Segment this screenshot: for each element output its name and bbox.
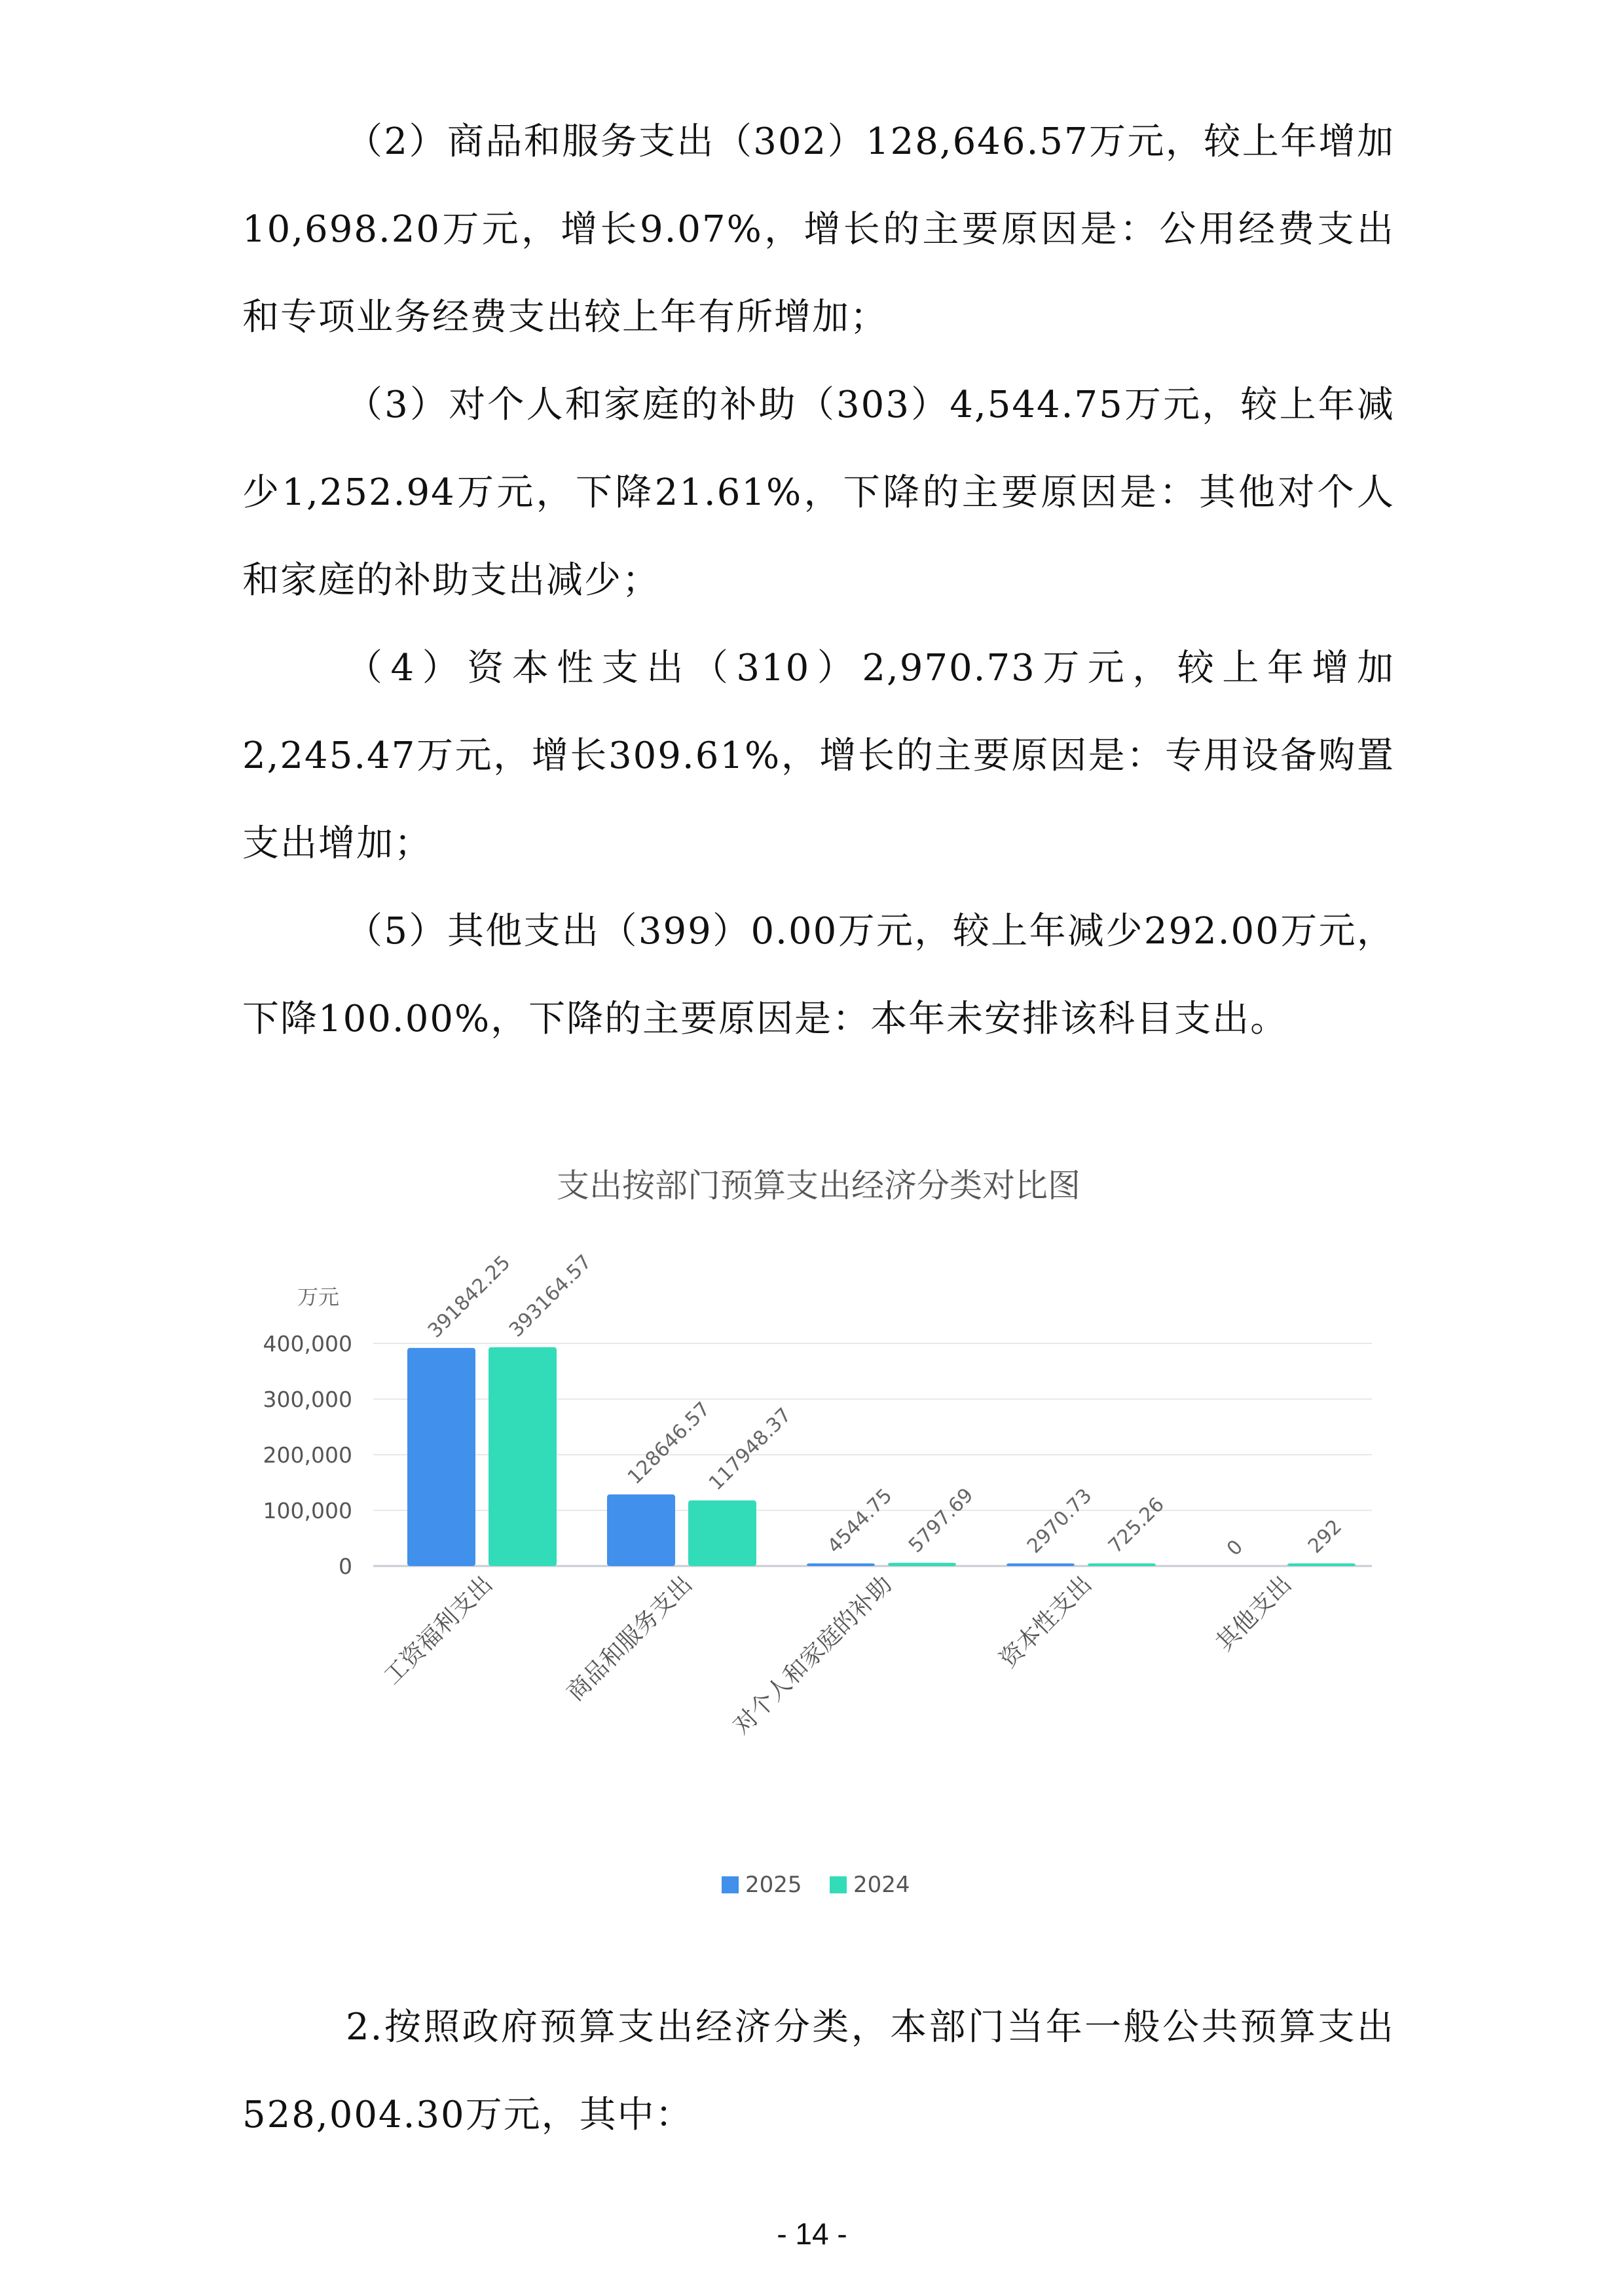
- data-label: 393164.57: [504, 1250, 597, 1342]
- x-category-label: 其他支出: [1211, 1571, 1297, 1657]
- legend-swatch-2025: [722, 1876, 739, 1893]
- chart-title: 支出按部门预算支出经济分类对比图: [557, 1167, 1080, 1205]
- legend-label-2025: 2025: [745, 1872, 802, 1898]
- paragraph-capital-expenditure: （4）资本性支出（310）2,970.73万元，较上年增加2,245.47万元，增长309.61%，增长的主要原因是：专用设备购置支出增加；: [242, 647, 1395, 865]
- y-tick-label: 300,000: [263, 1387, 352, 1412]
- bar-2025: [1006, 1563, 1075, 1566]
- data-label: 4544.75: [822, 1484, 897, 1558]
- legend-label-2024: 2024: [853, 1872, 910, 1898]
- y-tick-label: 100,000: [263, 1498, 352, 1523]
- chart-legend: [722, 1872, 910, 1898]
- data-label: 0: [1222, 1535, 1248, 1561]
- data-label: 391842.25: [423, 1251, 515, 1343]
- bar-2025: [607, 1495, 675, 1566]
- data-label: 117948.37: [704, 1403, 796, 1495]
- bar-2025: [407, 1348, 475, 1566]
- data-label: 5797.69: [904, 1484, 978, 1558]
- bar-2024: [688, 1501, 756, 1566]
- data-label: 128646.57: [623, 1397, 715, 1489]
- bar-2024: [1287, 1563, 1356, 1566]
- paragraph-household-subsidy: （3）对个人和家庭的补助（303）4,544.75万元，较上年减少1,252.94万元，下降21.61%，下降的主要原因是：其他对个人和家庭的补助支出减少；: [242, 384, 1395, 602]
- y-tick-label: 0: [339, 1554, 352, 1579]
- x-category-label: 对个人和家庭的补助: [728, 1571, 898, 1740]
- x-category-label: 商品和服务支出: [562, 1571, 698, 1707]
- chart-bars: [407, 1347, 1356, 1566]
- paragraph-other-expenditure: （5）其他支出（399）0.00万元，较上年减少292.00万元，下降100.00%，下降的主要原因是：本年未安排该科目支出。: [242, 910, 1395, 1040]
- legend-swatch-2024: [830, 1876, 847, 1893]
- x-category-label: 工资福利支出: [378, 1571, 498, 1690]
- x-category-label: 资本性支出: [995, 1571, 1098, 1673]
- y-tick-label: 400,000: [263, 1331, 352, 1357]
- paragraph-government-classification: 2.按照政府预算支出经济分类，本部门当年一般公共预算支出528,004.30万元，其中：: [242, 2006, 1395, 2136]
- bar-2024: [489, 1347, 557, 1566]
- page-number: - 14 -: [777, 2217, 847, 2251]
- bar-2025: [807, 1563, 875, 1566]
- chart-y-axis: [263, 1331, 352, 1579]
- chart-x-axis: [379, 1571, 1297, 1740]
- bar-2024: [888, 1563, 956, 1566]
- chart-unit-label: 万元: [297, 1285, 339, 1309]
- paragraph-goods-services: （2）商品和服务支出（302）128,646.57万元，较上年增加10,698.20万元，增长9.07%，增长的主要原因是：公用经费支出和专项业务经费支出较上年有所增加；: [242, 120, 1395, 338]
- chart-data-labels: [424, 1250, 1346, 1561]
- y-tick-label: 200,000: [263, 1442, 352, 1468]
- data-label: 292: [1303, 1515, 1347, 1558]
- expenditure-comparison-chart: [242, 1139, 1395, 1951]
- data-label: 2970.73: [1022, 1484, 1097, 1558]
- bar-2024: [1088, 1563, 1156, 1566]
- data-label: 725.26: [1103, 1493, 1169, 1558]
